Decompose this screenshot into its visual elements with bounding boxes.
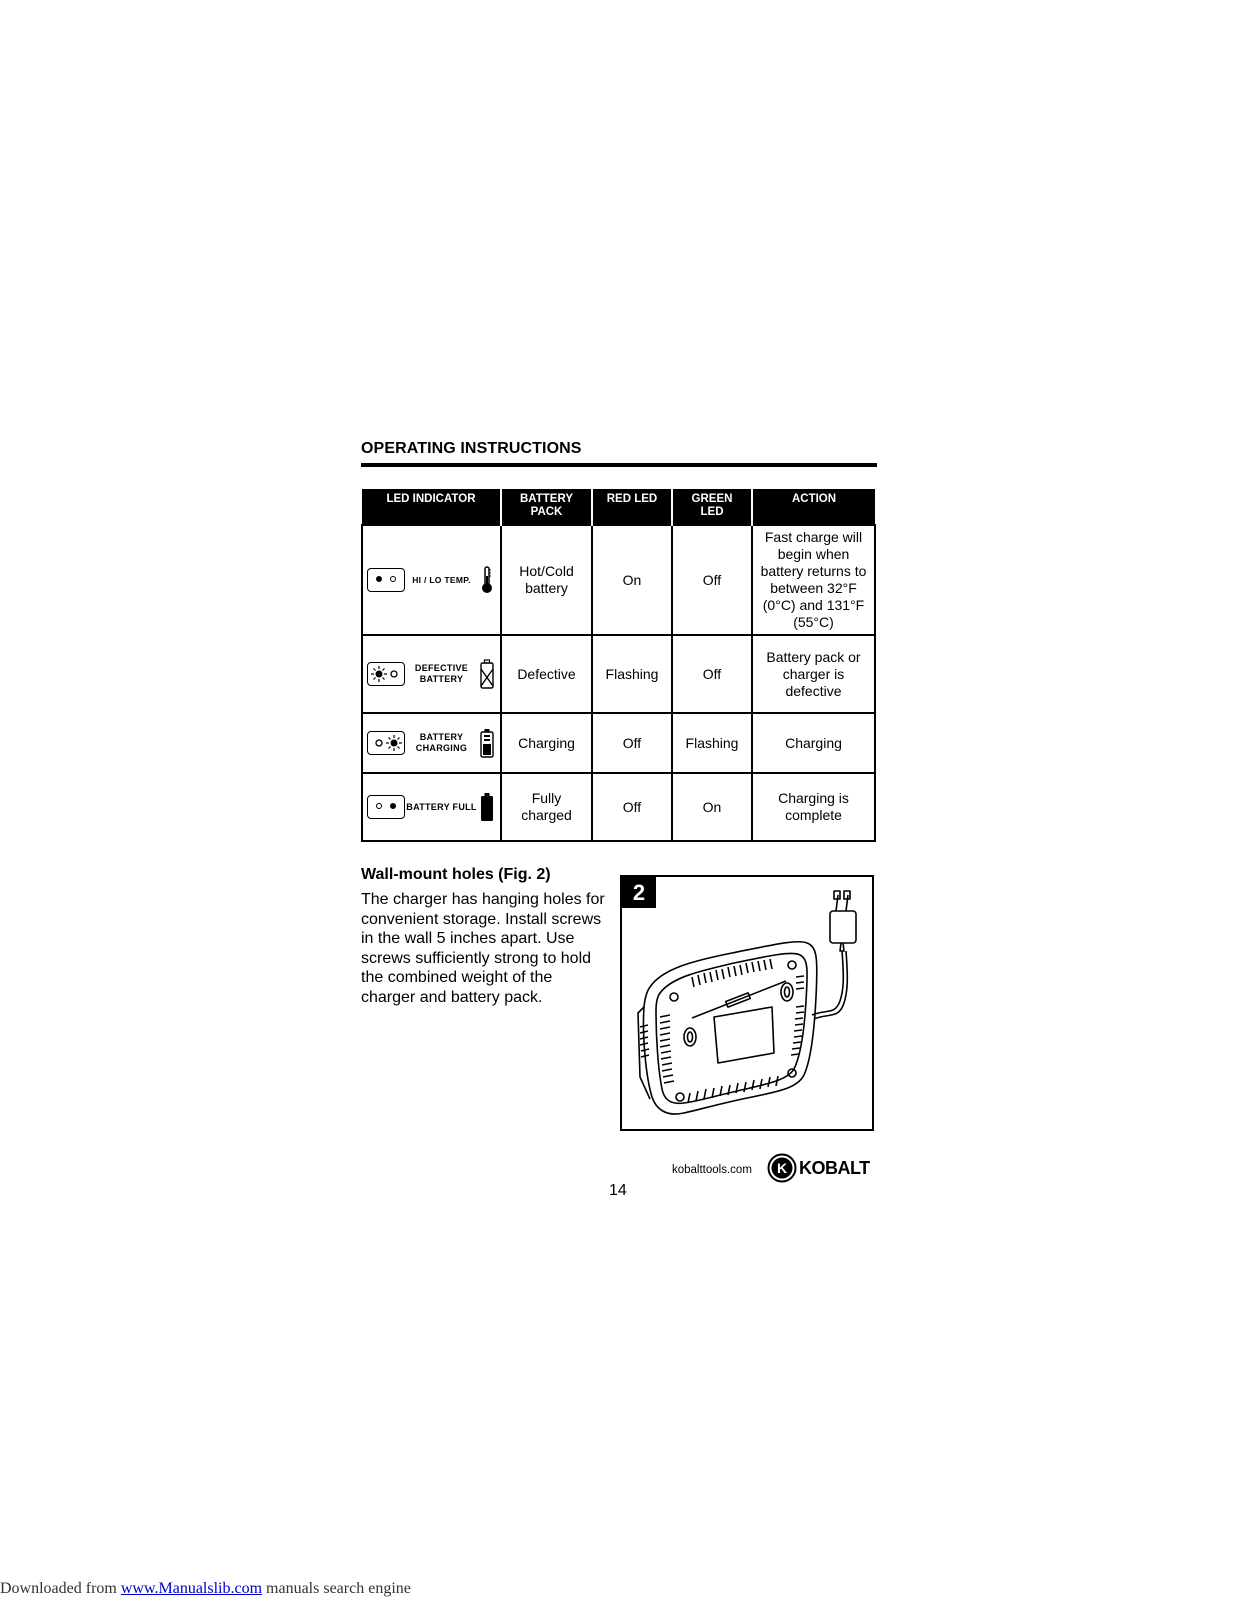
led-indicator-cell	[362, 635, 501, 713]
green-led-cell: Flashing	[672, 713, 752, 773]
kobalt-k-icon	[767, 1153, 797, 1183]
title-divider	[361, 463, 877, 467]
wall-mount-heading: Wall-mount holes (Fig. 2)	[361, 866, 551, 883]
green-led-cell: On	[672, 773, 752, 841]
section-title: OPERATING INSTRUCTIONS	[361, 440, 582, 457]
defective-battery-icon	[478, 659, 496, 689]
red-led-cell: Off	[592, 773, 672, 841]
indicator-label: HI / LO TEMP.	[412, 574, 471, 585]
logo-letter: K	[776, 1160, 788, 1176]
led-panel-icon	[367, 568, 405, 592]
download-prefix: Downloaded from	[0, 1580, 121, 1597]
thermometer-icon	[478, 566, 496, 594]
green-led-cell: Off	[672, 525, 752, 635]
red-led-cell: On	[592, 525, 672, 635]
red-led-cell: Off	[592, 713, 672, 773]
header-action: ACTION	[752, 489, 875, 525]
action-cell: Charging	[752, 713, 875, 773]
footer-url: kobalttools.com	[672, 1164, 752, 1176]
download-suffix: manuals search engine	[262, 1580, 411, 1597]
battery-pack-cell: Defective	[501, 635, 592, 713]
indicator-label: DEFECTIVE BATTERY	[414, 663, 469, 684]
table-row	[362, 525, 875, 635]
table-header-row	[362, 489, 875, 525]
action-cell: Charging is complete	[752, 773, 875, 841]
battery-pack-cell: Fully charged	[501, 773, 592, 841]
battery-pack-cell: Hot/Cold battery	[501, 525, 592, 635]
table-row	[362, 713, 875, 773]
table-row	[362, 635, 875, 713]
header-led-indicator: LED INDICATOR	[362, 489, 501, 525]
brand-name: KOBALT	[799, 1157, 870, 1178]
red-led-cell: Flashing	[592, 635, 672, 713]
figure-number: 2	[622, 877, 656, 908]
wall-mount-body: The charger has hanging holes for convenient storage. Install screws in the wall 5 inches apart. Use screws sufficiently strong to hold the combined weight of the charger and battery pack.	[361, 891, 605, 1006]
kobalt-logo	[767, 1153, 870, 1183]
charger-wall-mount-illustration	[622, 877, 872, 1129]
action-cell: Battery pack or charger is defective	[752, 635, 875, 713]
green-led-cell: Off	[672, 635, 752, 713]
indicator-label: BATTERY CHARGING	[415, 732, 468, 753]
led-panel-icon	[367, 795, 405, 819]
download-banner	[0, 1580, 411, 1598]
led-indicator-cell	[362, 525, 501, 635]
battery-pack-cell: Charging	[501, 713, 592, 773]
figure-2	[620, 875, 874, 1131]
manualslib-link[interactable]: www.Manualslib.com	[120, 1580, 263, 1597]
led-panel-icon	[367, 662, 405, 686]
table-row	[362, 773, 875, 841]
led-indicator-cell	[362, 773, 501, 841]
led-indicator-cell	[362, 713, 501, 773]
header-battery-pack: BATTERY PACK	[501, 489, 592, 525]
charging-battery-icon	[478, 728, 496, 758]
led-indicator-table	[361, 489, 876, 842]
led-panel-icon	[367, 731, 405, 755]
header-red-led: RED LED	[592, 489, 672, 525]
page-number: 14	[609, 1182, 627, 1199]
full-battery-icon	[478, 792, 496, 822]
action-cell: Fast charge will begin when battery returns to between 32°F (0°C) and 131°F (55°C)	[752, 525, 875, 635]
header-green-led: GREEN LED	[672, 489, 752, 525]
indicator-label: BATTERY FULL	[406, 801, 477, 812]
